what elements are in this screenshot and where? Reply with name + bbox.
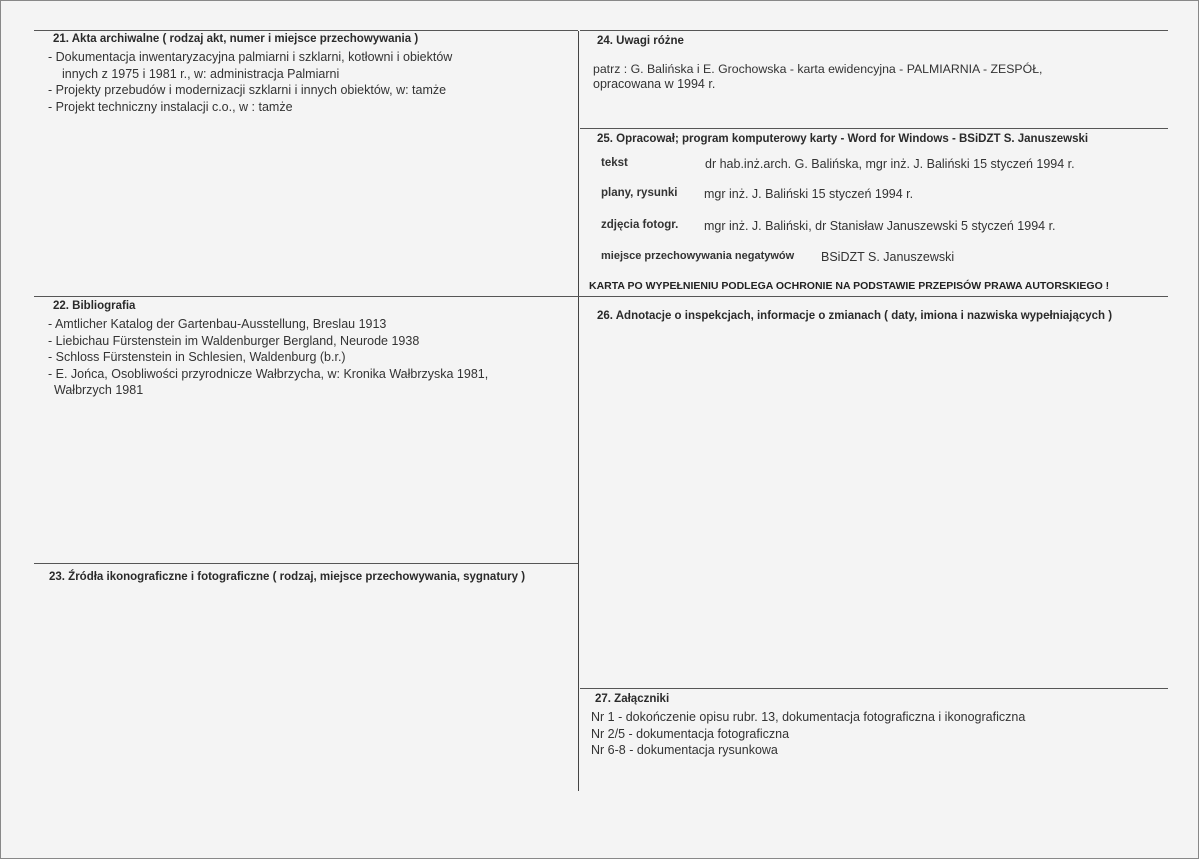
section-26-title: 26. Adnotacje o inspekcjach, informacje o zmianach ( daty, imiona i nazwiska wypełniających ) — [597, 310, 1113, 322]
section-25-title: 25. Opracował; program komputerowy karty - Word for Windows - BSiDZT S. Januszewski — [597, 133, 1089, 145]
section-27-title: 27. Załączniki — [595, 693, 670, 705]
row-label-zdjecia: zdjęcia fotogr. — [601, 219, 679, 231]
section-27-line: Nr 1 - dokończenie opisu rubr. 13, dokumentacja fotograficzna i ikonograficzna — [591, 710, 1026, 724]
list-item: - Dokumentacja inwentaryzacyjna palmiarni i szklarni, kotłowni i obiektów — [48, 50, 453, 64]
row-value-plany: mgr inż. J. Baliński 15 styczeń 1994 r. — [704, 187, 914, 201]
list-item: - Amtlicher Katalog der Gartenbau-Ausstellung, Breslau 1913 — [48, 317, 387, 331]
section-21-title: 21. Akta archiwalne ( rodzaj akt, numer i miejsce przechowywania ) — [53, 33, 419, 45]
list-item: innych z 1975 i 1981 r., w: administracja Palmiarni — [62, 67, 340, 81]
list-item: - Projekt techniczny instalacji c.o., w : tamże — [48, 100, 293, 114]
top-rule-right — [580, 30, 1168, 31]
row-value-zdjecia: mgr inż. J. Baliński, dr Stanisław Januszewski 5 styczeń 1994 r. — [704, 219, 1056, 233]
section-23-title: 23. Źródła ikonograficzne i fotograficzne ( rodzaj, miejsce przechowywania, sygnatury ) — [49, 571, 526, 583]
rule-23 — [34, 563, 578, 564]
center-divider — [578, 31, 579, 791]
row-value-negatywy: BSiDZT S. Januszewski — [821, 250, 955, 264]
list-item: - Schloss Fürstenstein in Schlesien, Waldenburg (b.r.) — [48, 350, 346, 364]
top-rule-left — [34, 30, 578, 31]
list-item: - E. Jońca, Osobliwości przyrodnicze Wałbrzycha, w: Kronika Wałbrzyska 1981, — [48, 367, 489, 381]
rule-25 — [580, 128, 1168, 129]
section-27-line: Nr 2/5 - dokumentacja fotograficzna — [591, 727, 790, 741]
row-label-tekst: tekst — [601, 157, 628, 169]
section-24-line: patrz : G. Balińska i E. Grochowska - karta ewidencyjna - PALMIARNIA - ZESPÓŁ, — [593, 62, 1043, 76]
section-22-title: 22. Bibliografia — [53, 300, 136, 312]
row-value-tekst: dr hab.inż.arch. G. Balińska, mgr inż. J. Baliński 15 styczeń 1994 r. — [705, 157, 1075, 171]
section-27-line: Nr 6-8 - dokumentacja rysunkowa — [591, 743, 778, 757]
list-item: Wałbrzych 1981 — [54, 383, 144, 397]
rule-27 — [580, 688, 1168, 689]
row-label-plany: plany, rysunki — [601, 187, 678, 199]
rule-22 — [34, 296, 1168, 297]
copyright-notice: KARTA PO WYPEŁNIENIU PODLEGA OCHRONIE NA PODSTAWIE PRZEPISÓW PRAWA AUTORSKIEGO ! — [589, 280, 1110, 292]
section-24-title: 24. Uwagi różne — [597, 35, 684, 47]
list-item: - Liebichau Fürstenstein im Waldenburger Bergland, Neurode 1938 — [48, 334, 420, 348]
row-label-negatywy: miejsce przechowywania negatywów — [601, 250, 795, 262]
list-item: - Projekty przebudów i modernizacji szklarni i innych obiektów, w: tamże — [48, 83, 447, 97]
section-24-line: opracowana w 1994 r. — [593, 77, 716, 91]
